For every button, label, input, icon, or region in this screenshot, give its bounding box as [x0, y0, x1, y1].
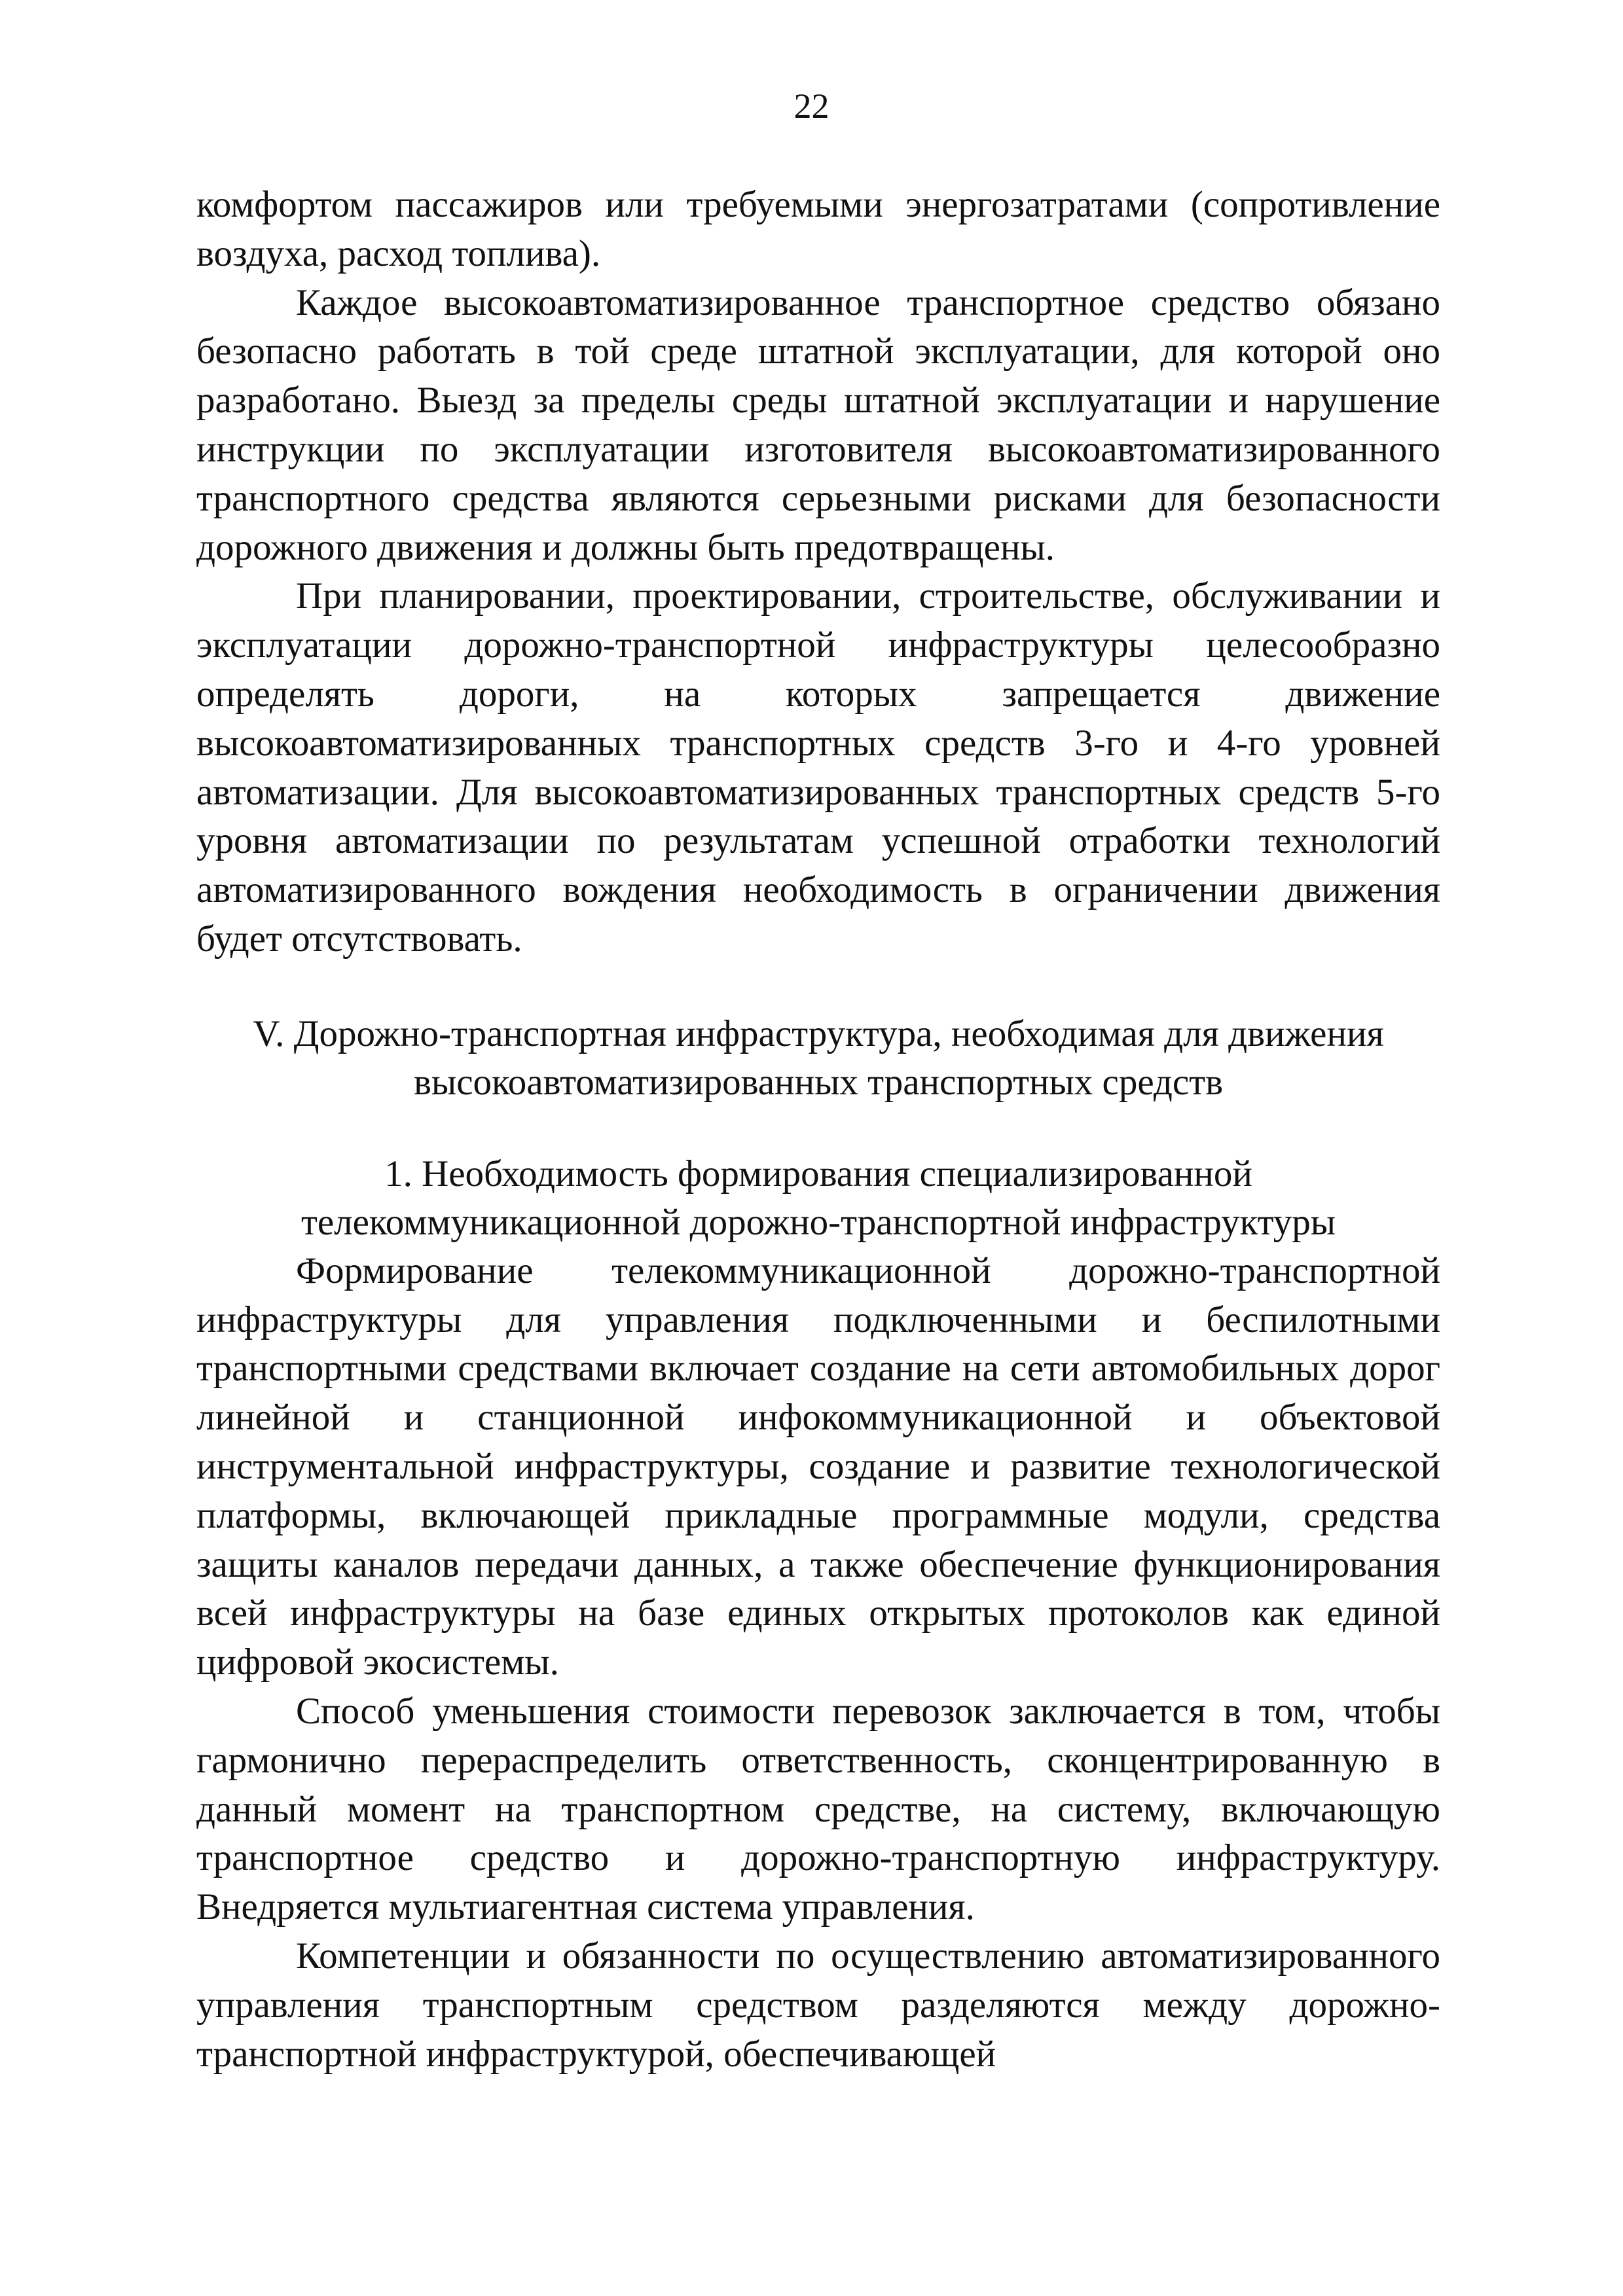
subsection-heading-line-1: 1. Необходимость формирования специализированной [384, 1153, 1252, 1194]
document-body [196, 181, 1440, 2079]
section-heading [196, 1010, 1440, 1107]
section-heading-line-1: V. Дорожно-транспортная инфраструктура, необходимая для движения [253, 1013, 1384, 1054]
paragraph-competencies: Компетенции и обязанности по осуществлению автоматизированного управления транспортным средством разделяются между дорожно-транспортной инфраструктурой, обеспечивающей [196, 1935, 1440, 2075]
paragraph-telecom-infrastructure: Формирование телекоммуникационной дорожно-транспортной инфраструктуры для управления подключенными и беспилотными транспортными средствами включает создание на сети автомобильных дорог линейной и станционной инфокоммуникационной и объектовой инструментальной инфраструктуры, создание и развитие технологической платформы, включающей прикладные программные модули, средства защиты каналов передачи данных, а также обеспечение функционирования всей инфраструктуры на базе единых открытых протоколов как единой цифровой экосистемы. [196, 1249, 1440, 1683]
section-heading-line-2: высокоавтоматизированных транспортных средств [413, 1061, 1224, 1103]
page-number: 22 [793, 86, 830, 126]
subsection-heading [196, 1150, 1440, 1247]
paragraph-operating-environment: Каждое высокоавтоматизированное транспортное средство обязано безопасно работать в той среде штатной эксплуатации, для которой оно разработано. Выезд за пределы среды штатной эксплуатации и нарушение инструкции по эксплуатации изготовителя высокоавтоматизированного транспортного средства являются серьезными рисками для безопасности дорожного движения и должны быть предотвращены. [196, 281, 1440, 568]
paragraph-cost-reduction: Способ уменьшения стоимости перевозок заключается в том, чтобы гармонично перераспределить ответственность, сконцентрированную в данный момент на транспортном средстве, на систему, включающую транспортное средство и дорожно-транспортную инфраструктуру. Внедряется мультиагентная система управления. [196, 1690, 1440, 1928]
subsection-heading-line-2: телекоммуникационной дорожно-транспортной инфраструктуры [301, 1201, 1336, 1243]
paragraph-continuation: комфортом пассажиров или требуемыми энергозатратами (сопротивление воздуха, расход топлива). [196, 184, 1440, 274]
paragraph-road-planning: При планировании, проектировании, строительстве, обслуживании и эксплуатации дорожно-транспортной инфраструктуры целесообразно определять дороги, на которых запрещается движение высокоавтоматизированных транспортных средств 3-го и 4-го уровней автоматизации. Для высокоавтоматизированных транспортных средств 5-го уровня автоматизации по результатам успешной отработки технологий автоматизированного вождения необходимость в ограничении движения будет отсутствовать. [196, 575, 1440, 960]
